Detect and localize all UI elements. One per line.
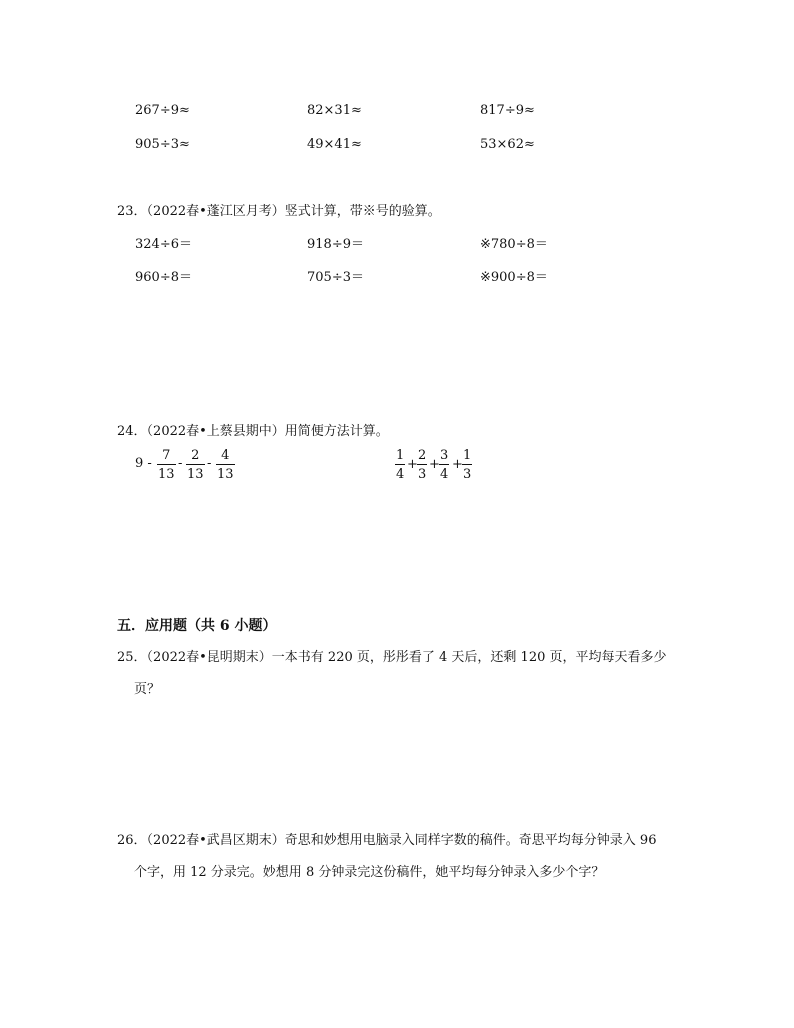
estimate-item: 53×62≈ [480, 137, 535, 152]
question-24 [117, 420, 389, 439]
estimate-item: 817÷9≈ [480, 103, 535, 118]
question-23 [117, 200, 441, 219]
fraction: 4 13 [217, 448, 234, 482]
fraction: 2 13 [187, 448, 204, 482]
estimate-item: 267÷9≈ [135, 103, 190, 118]
question-number: 26． [117, 833, 147, 848]
plus-operator: + [452, 457, 463, 472]
section-title: 五．应用题（共 6 小题） [117, 618, 277, 634]
question-text: （2022春•昆明期末）一本书有 220 页，彤彤看了 4 天后，还剩 120 页，平均每天看多少 [146, 650, 667, 665]
estimate-item: 82×31≈ [307, 103, 362, 118]
minus-operator: - [178, 456, 183, 471]
question-number: 24． [117, 424, 147, 439]
plus-operator: + [429, 457, 440, 472]
fraction: 1 3 [463, 448, 472, 482]
question-25 [117, 646, 667, 665]
question-text: （2022春•武昌区期末）奇思和妙想用电脑录入同样字数的稿件。奇思平均每分钟录入 96 [146, 833, 657, 848]
question-text-continued: 个字，用 12 分录完。妙想用 8 分钟录完这份稿件，她平均每分钟录入多少个字？ [134, 865, 605, 880]
fraction: 2 3 [418, 448, 427, 482]
fraction: 7 13 [158, 448, 175, 482]
calc-item: ※780÷8＝ [480, 237, 548, 252]
calc-item: 960÷8＝ [135, 270, 192, 285]
question-number: 23． [117, 204, 147, 219]
estimate-item: 49×41≈ [307, 137, 362, 152]
plus-operator: + [407, 457, 418, 472]
question-text-continued: 页？ [134, 682, 161, 697]
calc-item: 918÷9＝ [307, 237, 364, 252]
question-26 [117, 829, 656, 848]
fraction: 1 4 [396, 448, 405, 482]
question-text: （2022春•蓬江区月考）竖式计算，带※号的验算。 [146, 204, 441, 219]
fraction: 3 4 [440, 448, 449, 482]
calc-item: 705÷3＝ [307, 270, 364, 285]
question-number: 25． [117, 650, 147, 665]
calc-item: ※900÷8＝ [480, 270, 548, 285]
question-text: （2022春•上蔡县期中）用简便方法计算。 [146, 424, 389, 439]
expression-lead: 9 - [135, 456, 152, 471]
calc-item: 324÷6＝ [135, 237, 192, 252]
minus-operator: - [207, 456, 212, 471]
estimate-item: 905÷3≈ [135, 137, 190, 152]
